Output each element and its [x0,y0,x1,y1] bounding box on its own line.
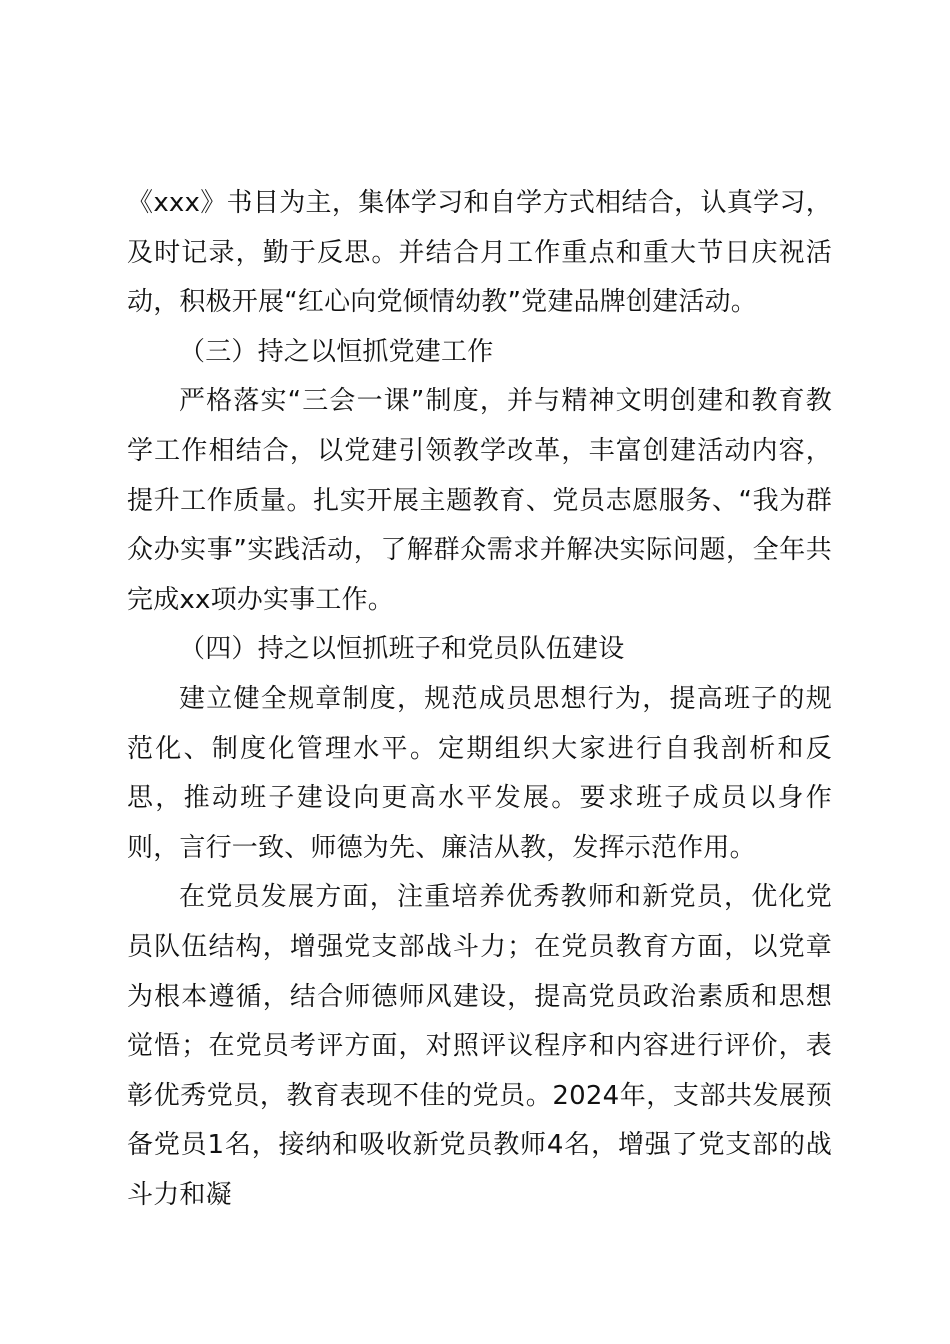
section-heading-three: （三）持之以恒抓党建工作 [179,336,494,367]
paragraph: 严格落实“三会一课”制度，并与精神文明创建和教育教学工作相结合，以党建引领教学改革，丰富创建活动内容，提升工作质量。扎实开展主题教育、党员志愿服务、“我为群众办实事”实践活动，了解群众需求并解决实际问题，全年共完成xx项办实事工作。 [127,386,832,615]
paragraph-continued: 《xxx》书目为主，集体学习和自学方式相结合，认真学习，及时记录，勤于反思。并结合月工作重点和重大节日庆祝活动，积极开展“红心向党倾情幼教”党建品牌创建活动。 [127,188,832,318]
paragraph: 建立健全规章制度，规范成员思想行为，提高班子的规范化、制度化管理水平。定期组织大家进行自我剖析和反思，推动班子建设向更高水平发展。要求班子成员以身作则，言行一致、师德为先、廉洁从教，发挥示范作用。 [127,683,832,863]
section-heading-four: （四）持之以恒抓班子和党员队伍建设 [179,634,625,665]
document-body [127,179,832,1220]
paragraph: 在党员发展方面，注重培养优秀教师和新党员，优化党员队伍结构，增强党支部战斗力；在党员教育方面，以党章为根本遵循，结合师德师风建设，提高党员政治素质和思想觉悟；在党员考评方面，对照评议程序和内容进行评价，表彰优秀党员，教育表现不佳的党员。2024年，支部共发展预备党员1名，接纳和吸收新党员教师4名，增强了党支部的战斗力和凝 [127,882,832,1210]
